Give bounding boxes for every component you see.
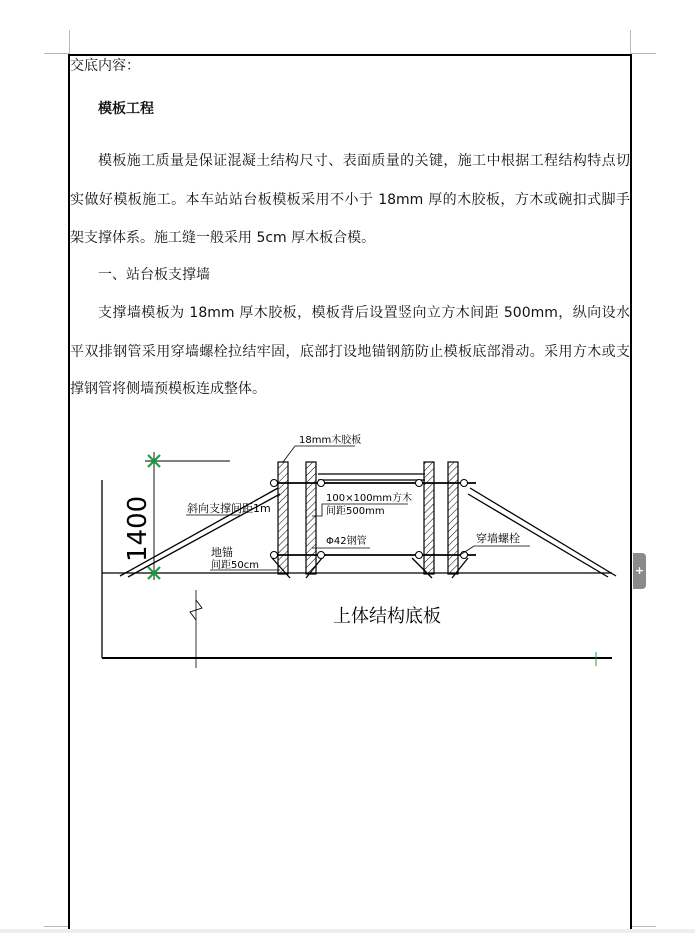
crop-mark-top-right-h (631, 53, 656, 54)
para2-line-1: 支撑墙模板为 18mm 厚木胶板，模板背后设置竖向立方木间距 500mm，纵向设水 (98, 305, 630, 321)
table-border-right (630, 54, 632, 933)
bolt-node (318, 552, 325, 559)
anchor-label-1: 地锚 (211, 546, 233, 559)
bolt-node (318, 480, 325, 487)
crop-mark-top-right-v (630, 30, 631, 54)
plywood-right-outer (448, 462, 458, 574)
page-bottom-edge (0, 929, 695, 933)
table-border-left (68, 54, 70, 933)
para2-line-2: 平双排钢管采用穿墙螺栓拉结牢固，底部打设地锚钢筋防止模板底部滑动。采用方木或支 (70, 344, 630, 360)
para2-line-3: 撑钢管将侧墙预模板连成整体。 (70, 381, 266, 397)
leader-plywood (283, 446, 355, 462)
plus-icon: + (634, 564, 645, 577)
leader-bolt (460, 546, 530, 555)
bolt-node (271, 480, 278, 487)
crop-mark-top-left-v (69, 30, 70, 54)
crop-mark-bottom-left-h (44, 926, 69, 927)
anchor-label-2: 间距50cm (211, 560, 259, 571)
para1-line-3: 架支撑体系。施工缝一般采用 5cm 厚木板合模。 (70, 230, 376, 246)
brace-label: 斜向支撑间距1m (187, 502, 271, 515)
intro-label: 交底内容： (70, 58, 140, 74)
para1-line-2: 实做好模板施工。本车站站台板模板采用不小于 18mm 厚的木胶板，方木或碗扣式脚手 (70, 192, 630, 208)
plywood-left-inner (306, 462, 316, 574)
timber-label-1: 100×100mm方木 (326, 493, 413, 504)
para1-line-1: 模板施工质量是保证混凝土结构尺寸、表面质量的关键，施工中根据工程结构特点切 (98, 153, 630, 169)
plywood-left-outer (278, 462, 288, 574)
plywood-right-inner (424, 462, 434, 574)
bolt-node (461, 480, 468, 487)
side-panel-toggle[interactable] (633, 553, 646, 589)
bolt-node (271, 552, 278, 559)
timber-label-2: 间距500mm (326, 506, 385, 517)
subsection-title: 一、站台板支撑墙 (98, 267, 210, 283)
section-title: 模板工程 (98, 101, 154, 117)
bolt-node (416, 552, 423, 559)
table-border-top (69, 54, 632, 56)
bolt-node (416, 480, 423, 487)
bolt-label: 穿墙螺栓 (476, 532, 520, 545)
plywood-label: 18mm木胶板 (299, 435, 362, 446)
dimension-label: 1400 (123, 495, 153, 562)
crop-mark-top-left-h (44, 53, 69, 54)
crop-mark-bottom-right-h (631, 926, 656, 927)
steel-pipe-label: Φ42钢管 (326, 536, 367, 547)
base-slab-label: 上体结构底板 (333, 606, 441, 627)
formwork-section-diagram (90, 430, 620, 675)
